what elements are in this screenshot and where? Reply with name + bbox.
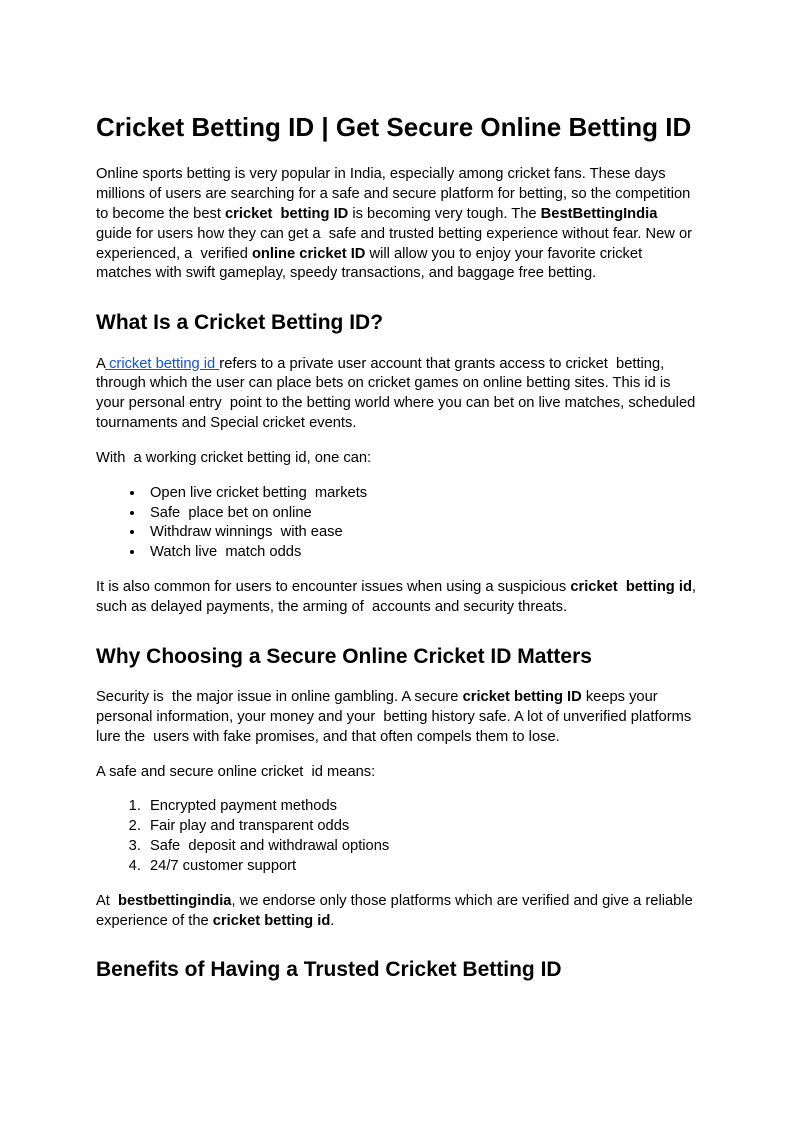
text-run: Security is the major issue in online gambling. A secure [96,689,463,706]
text-run: refers to a private user account that grants access to cricket betting, through which the user can place bets on cricket games on online betting sites. This id is your personal entry point to the betting world where you can bet on live matches, scheduled tournaments and Special cricket events. [96,355,700,432]
capabilities-bullet-list [96,484,697,563]
text-run: Online sports betting is very popular in India, especially among cricket fans. These days millions of users are searching for a safe and secure platform for betting, so the competition to become the best [96,166,695,222]
secure-id-numbered-list [96,797,697,876]
text-run-bold: cricket betting ID [225,205,349,222]
bullet-list-item: • Watch live match odds [145,543,697,563]
cricket-betting-id-link[interactable]: cricket betting id [105,355,220,372]
text-run: will allow you to enjoy your favorite cricket matches with swift gameplay, speedy transactions, and baggage free betting. [96,245,647,282]
text-run: , such as delayed payments, the arming of accounts and security threats. [96,579,701,615]
text-run: guide for users how they can get a safe and trusted betting experience without fear. New or experienced, a verified [96,205,697,262]
text-run: At [96,892,119,909]
text-run-bold: cricket betting ID [462,689,582,706]
text-run-bold: cricket betting id [570,579,692,596]
text-run: , we endorse only those platforms which are verified and give a reliable experience of the [96,892,697,929]
bullet-list-item: • Open live cricket betting markets [145,484,697,504]
numbered-list-item: 3. Safe deposit and withdrawal options [145,837,697,857]
text-run-bold: bestbettingindia [118,892,232,909]
text-run: is becoming very tough. The [348,205,541,222]
paragraph-suspicious-id-warning [96,578,701,618]
text-run: It is also common for users to encounter issues when using a suspicious [96,579,571,596]
paragraph-list-lead-in: With a working cricket betting id, one can: [96,449,372,466]
text-run-bold: online cricket ID [251,245,366,262]
text-run: A [96,355,105,372]
text-run: keeps your personal information, your money and your betting history safe. A lot of unverified platforms lure the users with fake promises, and that often compels them to lose. [96,689,696,745]
section-heading-what-is-cricket-betting-id: What Is a Cricket Betting ID? [96,311,384,335]
section-heading-benefits: Benefits of Having a Trusted Cricket Betting ID [96,958,562,982]
numbered-list-item: 2. Fair play and transparent odds [145,817,697,837]
paragraph-endorsement [96,892,697,932]
numbered-list-item: 1. Encrypted payment methods [145,797,697,817]
numbered-list-item: 4. 24/7 customer support [145,857,697,877]
document-title: Cricket Betting ID | Get Secure Online Betting ID [96,112,692,142]
section-heading-why-secure-id-matters: Why Choosing a Secure Online Cricket ID Matters [96,644,592,668]
paragraph-definition [96,355,700,434]
text-run-bold: cricket betting id [212,912,331,929]
bullet-list-item: • Safe place bet on online [145,504,697,524]
text-run-bold: BestBettingIndia [540,205,658,222]
text-run: . [330,912,335,929]
intro-paragraph [96,165,697,284]
bullet-list-item: • Withdraw winnings with ease [145,523,697,543]
paragraph-security [96,688,697,748]
paragraph-numbered-lead-in: A safe and secure online cricket id means: [96,763,376,780]
